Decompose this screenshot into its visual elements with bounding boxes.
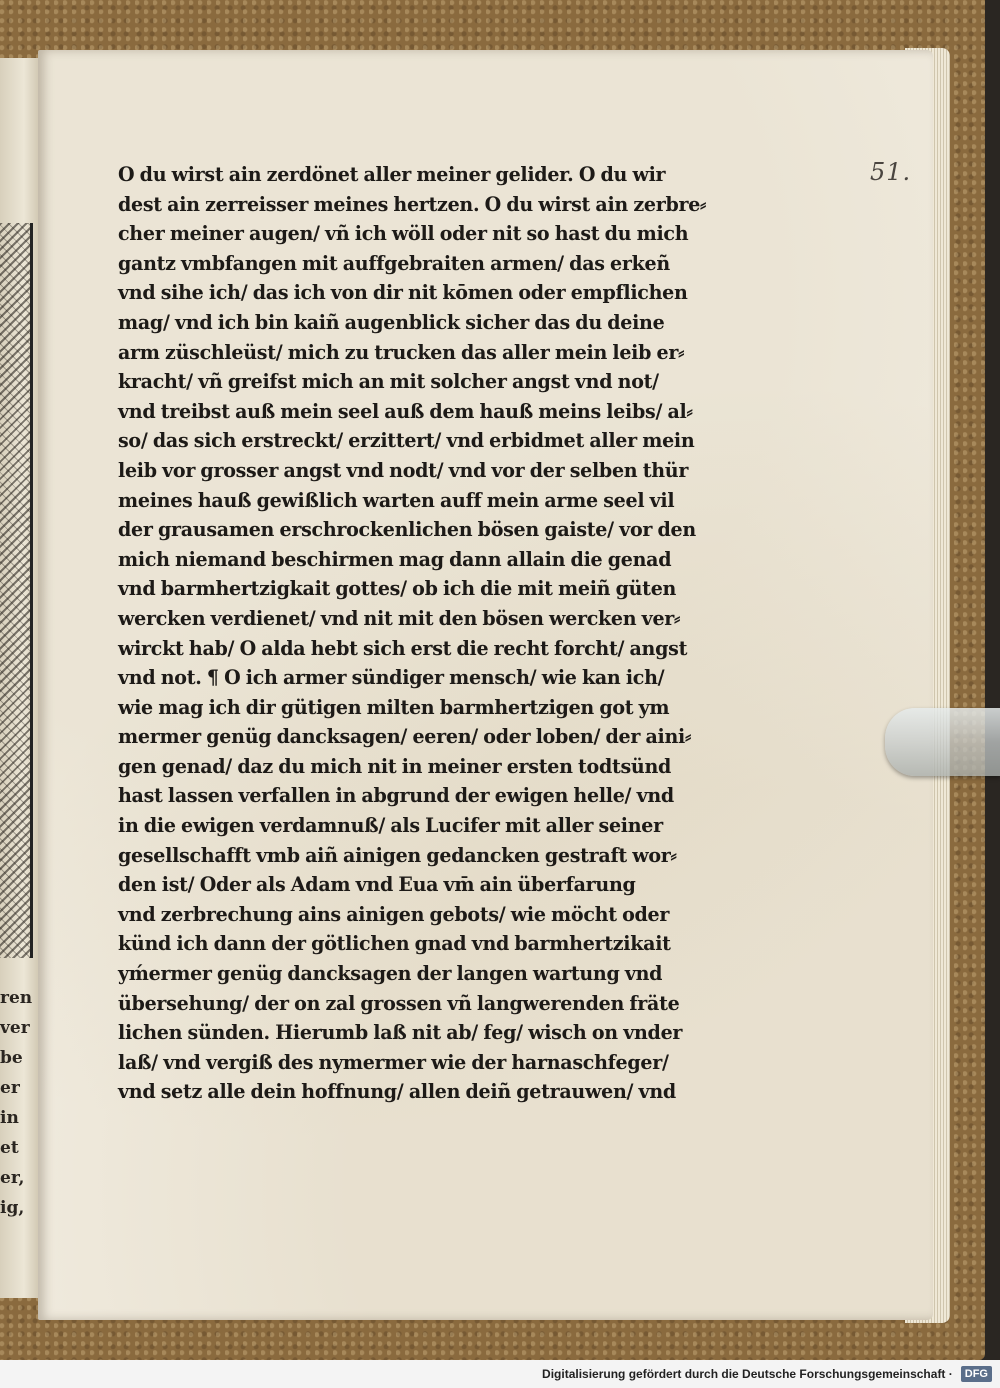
text-line: wercken verdienet/ vnd nit mit den bösen wercken ver⸗ [118,606,681,630]
text-line: O du wirst ain zerdönet aller meiner gelider. O du wir [118,163,666,186]
text-line: so/ das sich erstreckt/ erzittert/ vnd erbidmet aller mein [118,429,695,453]
dfg-logo: DFG [961,1366,992,1382]
previous-page-strip [0,58,42,1298]
text-line: künd ich dann der götlichen gnad vnd barmhertzikait [118,932,671,956]
text-line: dest ain zerreisser meines hertzen. O du wirst ain zerbre⸗ [118,192,707,216]
text-line: vnd barmhertzigkait gottes/ ob ich die mit meiñ güten [118,577,677,601]
text-line: vnd treibst auß mein seel auß dem hauß meins leibs/ al⸗ [118,399,693,423]
woodcut-illustration-fragment [0,223,33,958]
text-line: vnd setz alle dein hoffnung/ allen deiñ getrauwen/ vnd [118,1080,676,1104]
text-line: meines hauß gewißlich warten auff mein arme seel vil [118,488,675,512]
text-line: der grausamen erschrockenlichen bösen gaiste/ vor den [118,518,696,542]
text-line: kracht/ vñ greifst mich an mit solcher angst vnd not/ [118,370,659,394]
text-line: mag/ vnd ich bin kaiñ augenblick sicher das du deine [118,310,665,334]
text-line: mich niemand beschirmen mag dann allain die genad [118,547,672,571]
text-line: yḿermer genüg dancksagen der langen wartung vnd [118,962,663,986]
text-line: in die ewigen verdamnuß/ als Lucifer mit aller seiner [118,814,663,838]
text-line: laß/ vnd vergiß des nymermer wie der harnaschfeger/ [118,1050,669,1074]
text-line: gesellschafft vmb aiñ ainigen gedancken gestraft wor⸗ [118,843,677,867]
text-line: übersehung/ der on zal grossen vñ langwerenden fräte [118,991,680,1015]
text-line: wie mag ich dir gütigen milten barmhertzigen got ym [118,695,670,719]
page-clip [885,708,1000,776]
text-line: wirckt hab/ O alda hebt sich erst die recht forcht/ angst [118,636,688,660]
previous-page-text-fragment: ren ver be er in et er, ig, [0,988,33,1218]
text-line: mermer genüg dancksagen/ eeren/ oder loben/ der aini⸗ [118,725,692,749]
text-line: cher meiner augen/ vñ ich wöll oder nit so hast du mich [118,222,689,246]
text-line: vnd sihe ich/ das ich von dir nit kōmen oder empflichen [118,281,688,305]
footer-bar [0,1360,1000,1388]
blackletter-text-block [118,160,778,1107]
text-line: hast lassen verfallen in abgrund der ewigen helle/ vnd [118,784,674,808]
text-line: gantz vmbfangen mit auffgebraiten armen/ das erkeñ [118,251,670,275]
text-line: vnd zerbrechung ains ainigen gebots/ wie möcht oder [118,902,670,926]
text-line: arm züschleüst/ mich zu trucken das aller mein leib er⸗ [118,340,685,364]
text-line: gen genad/ daz du mich nit in meiner ersten todtsünd [118,754,672,778]
text-line: leib vor grosser angst vnd nodt/ vnd vor der selben thür [118,458,689,482]
text-line: vnd not. ¶ O ich armer sündiger mensch/ wie kan ich/ [118,666,665,690]
text-line: den ist/ Oder als Adam vnd Eua vm̄ ain überfarung [118,873,636,897]
text-line: lichen sünden. Hierumb laß nit ab/ feg/ wisch on vnder [118,1021,683,1045]
funding-credit: Digitalisierung gefördert durch die Deutsche Forschungsgemeinschaft · [542,1367,953,1381]
folio-number: 51. [870,158,912,186]
